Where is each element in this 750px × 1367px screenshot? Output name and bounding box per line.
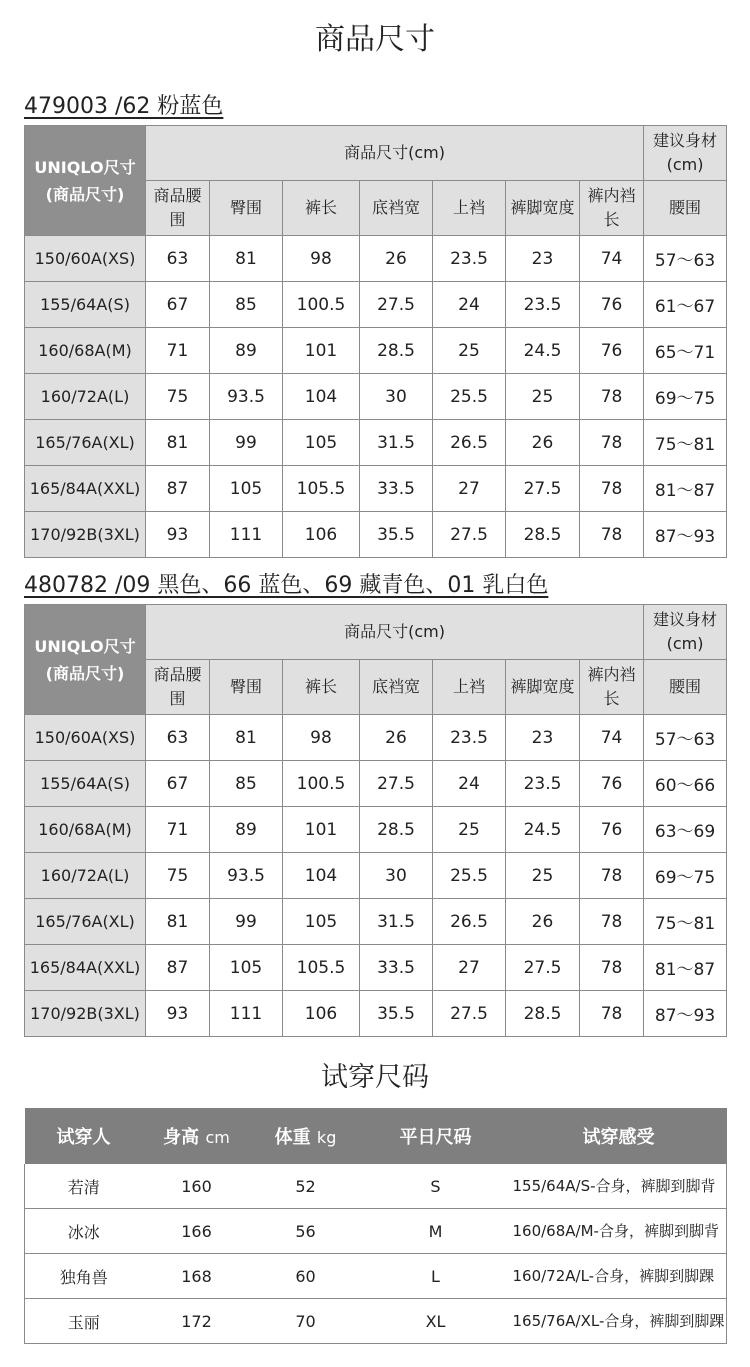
table-cell: 74 (580, 236, 644, 282)
table-cell: 26 (506, 420, 580, 466)
trial-cell: S (361, 1164, 511, 1209)
size-label-cell: 160/72A(L) (25, 374, 146, 420)
table-cell: 105 (283, 420, 360, 466)
table-cell: 28.5 (506, 991, 580, 1037)
table-cell: 87 (146, 466, 210, 512)
table-row (25, 236, 727, 282)
trial-cell: 165/76A/XL-合身，裤脚到脚踝 (511, 1299, 727, 1344)
size-label-cell: 165/84A(XXL) (25, 945, 146, 991)
table-cell: 76 (580, 328, 644, 374)
size-label-cell: 160/68A(M) (25, 807, 146, 853)
table-cell: 60～66 (644, 761, 727, 807)
trial-cell: XL (361, 1299, 511, 1344)
table-cell: 23 (506, 715, 580, 761)
table-cell: 69～75 (644, 374, 727, 420)
table-cell: 27 (433, 945, 506, 991)
col-header: 裤脚宽度 (506, 660, 580, 715)
table-cell: 78 (580, 945, 644, 991)
trial-title: 试穿尺码 (321, 1062, 429, 1093)
trial-cell: 60 (251, 1254, 361, 1299)
table-cell: 76 (580, 807, 644, 853)
table-cell: 105.5 (283, 945, 360, 991)
col-header: 裤内裆长 (580, 660, 644, 715)
table-cell: 74 (580, 715, 644, 761)
table-cell: 25 (506, 374, 580, 420)
table-cell: 30 (360, 374, 433, 420)
size-label-cell: 165/76A(XL) (25, 420, 146, 466)
trial-cell: 160/68A/M-合身，裤脚到脚背 (511, 1209, 727, 1254)
table-cell: 27 (433, 466, 506, 512)
col-header: 臀围 (210, 660, 283, 715)
col-header: 裤内裆长 (580, 181, 644, 236)
size-label-cell: 170/92B(3XL) (25, 991, 146, 1037)
col-header: 裤长 (283, 181, 360, 236)
table-row (25, 853, 727, 899)
table-cell: 28.5 (360, 807, 433, 853)
table-cell: 105 (210, 945, 283, 991)
table-cell: 106 (283, 991, 360, 1037)
table-cell: 100.5 (283, 282, 360, 328)
table-cell: 101 (283, 328, 360, 374)
table-cell: 81～87 (644, 945, 727, 991)
table-row (25, 420, 727, 466)
trial-cell: M (361, 1209, 511, 1254)
trial-cell: 若清 (25, 1164, 143, 1209)
table-cell: 61～67 (644, 282, 727, 328)
trial-cell: 冰冰 (25, 1209, 143, 1254)
table-cell: 23 (506, 236, 580, 282)
table-row (25, 466, 727, 512)
body-size-group-header: 建议身材(cm) (644, 605, 727, 660)
table-cell: 75 (146, 374, 210, 420)
table-cell: 67 (146, 282, 210, 328)
table-cell: 65～71 (644, 328, 727, 374)
table-row (25, 761, 727, 807)
trial-header-weight: 体重 kg (251, 1108, 361, 1164)
table-cell: 111 (210, 512, 283, 558)
trial-row (25, 1299, 727, 1344)
table-cell: 24 (433, 761, 506, 807)
table-cell: 104 (283, 853, 360, 899)
table-cell: 24 (433, 282, 506, 328)
table-cell: 27.5 (433, 991, 506, 1037)
table-cell: 93 (146, 991, 210, 1037)
size-table-479003 (24, 125, 727, 558)
table-row (25, 991, 727, 1037)
brand-size-header: UNIQLO尺寸 (商品尺寸) (25, 605, 146, 715)
trial-cell: 155/64A/S-合身，裤脚到脚背 (511, 1164, 727, 1209)
trial-cell: 56 (251, 1209, 361, 1254)
table-cell: 78 (580, 899, 644, 945)
section-title-479003: 479003 /62 粉蓝色 (24, 94, 224, 119)
table-cell: 25.5 (433, 374, 506, 420)
table-cell: 78 (580, 374, 644, 420)
table-cell: 26.5 (433, 420, 506, 466)
size-label-cell: 165/84A(XXL) (25, 466, 146, 512)
table-cell: 25 (433, 328, 506, 374)
size-label-cell: 150/60A(XS) (25, 715, 146, 761)
trial-header-height: 身高 cm (143, 1108, 251, 1164)
table-cell: 25 (506, 853, 580, 899)
table-cell: 31.5 (360, 420, 433, 466)
trial-header-person: 试穿人 (25, 1108, 143, 1164)
table-cell: 57～63 (644, 236, 727, 282)
table-cell: 93.5 (210, 853, 283, 899)
size-label-cell: 150/60A(XS) (25, 236, 146, 282)
table-cell: 89 (210, 328, 283, 374)
trial-cell: 独角兽 (25, 1254, 143, 1299)
table-cell: 76 (580, 282, 644, 328)
table-cell: 24.5 (506, 807, 580, 853)
table-cell: 28.5 (360, 328, 433, 374)
table-cell: 26 (360, 715, 433, 761)
size-label-cell: 165/76A(XL) (25, 899, 146, 945)
table-cell: 111 (210, 991, 283, 1037)
table-cell: 75 (146, 853, 210, 899)
table-cell: 24.5 (506, 328, 580, 374)
trial-cell: 160 (143, 1164, 251, 1209)
table-cell: 33.5 (360, 466, 433, 512)
table-cell: 25.5 (433, 853, 506, 899)
brand-size-header: UNIQLO尺寸 (商品尺寸) (25, 126, 146, 236)
table-cell: 105 (210, 466, 283, 512)
table-cell: 31.5 (360, 899, 433, 945)
size-label-cell: 155/64A(S) (25, 761, 146, 807)
table-cell: 104 (283, 374, 360, 420)
table-cell: 93.5 (210, 374, 283, 420)
trial-cell: L (361, 1254, 511, 1299)
table-row (25, 807, 727, 853)
table-cell: 98 (283, 236, 360, 282)
table-cell: 27.5 (360, 761, 433, 807)
table-cell: 78 (580, 466, 644, 512)
col-header: 上裆 (433, 181, 506, 236)
table-cell: 26 (506, 899, 580, 945)
table-cell: 71 (146, 807, 210, 853)
col-header: 商品腰围 (146, 181, 210, 236)
trial-cell: 166 (143, 1209, 251, 1254)
trial-cell: 160/72A/L-合身，裤脚到脚踝 (511, 1254, 727, 1299)
table-cell: 27.5 (506, 945, 580, 991)
trial-row (25, 1209, 727, 1254)
table-cell: 81 (146, 899, 210, 945)
table-cell: 99 (210, 420, 283, 466)
trial-cell: 70 (251, 1299, 361, 1344)
table-cell: 75～81 (644, 899, 727, 945)
table-cell: 63～69 (644, 807, 727, 853)
size-label-cell: 155/64A(S) (25, 282, 146, 328)
table-cell: 105 (283, 899, 360, 945)
table-cell: 76 (580, 761, 644, 807)
trial-cell: 52 (251, 1164, 361, 1209)
table-cell: 78 (580, 420, 644, 466)
table-cell: 78 (580, 991, 644, 1037)
table-cell: 105.5 (283, 466, 360, 512)
table-cell: 106 (283, 512, 360, 558)
table-cell: 63 (146, 236, 210, 282)
col-header: 裤长 (283, 660, 360, 715)
product-size-group-header: 商品尺寸(cm) (146, 605, 644, 660)
table-row (25, 282, 727, 328)
trial-cell: 168 (143, 1254, 251, 1299)
table-cell: 87～93 (644, 991, 727, 1037)
col-header: 裤脚宽度 (506, 181, 580, 236)
table-row (25, 715, 727, 761)
size-label-cell: 160/72A(L) (25, 853, 146, 899)
col-header: 底裆宽 (360, 181, 433, 236)
table-cell: 98 (283, 715, 360, 761)
col-header: 臀围 (210, 181, 283, 236)
table-cell: 27.5 (360, 282, 433, 328)
col-header: 腰围 (644, 181, 727, 236)
table-row (25, 945, 727, 991)
table-cell: 63 (146, 715, 210, 761)
col-header: 底裆宽 (360, 660, 433, 715)
trial-cell: 玉丽 (25, 1299, 143, 1344)
size-table-480782 (24, 604, 727, 1037)
trial-header-feedback: 试穿感受 (511, 1108, 727, 1164)
table-cell: 67 (146, 761, 210, 807)
body-size-group-header: 建议身材(cm) (644, 126, 727, 181)
table-cell: 28.5 (506, 512, 580, 558)
size-label-cell: 170/92B(3XL) (25, 512, 146, 558)
table-cell: 69～75 (644, 853, 727, 899)
table-cell: 78 (580, 512, 644, 558)
table-cell: 26 (360, 236, 433, 282)
col-header: 上裆 (433, 660, 506, 715)
table-cell: 23.5 (506, 282, 580, 328)
trial-row (25, 1254, 727, 1299)
table-cell: 25 (433, 807, 506, 853)
table-row (25, 899, 727, 945)
table-cell: 33.5 (360, 945, 433, 991)
table-cell: 35.5 (360, 512, 433, 558)
table-cell: 81～87 (644, 466, 727, 512)
trial-table (24, 1108, 727, 1344)
table-cell: 87～93 (644, 512, 727, 558)
table-cell: 35.5 (360, 991, 433, 1037)
page-title: 商品尺寸 (315, 22, 435, 57)
table-cell: 101 (283, 807, 360, 853)
table-cell: 85 (210, 761, 283, 807)
trial-cell: 172 (143, 1299, 251, 1344)
table-cell: 23.5 (506, 761, 580, 807)
table-cell: 75～81 (644, 420, 727, 466)
table-cell: 93 (146, 512, 210, 558)
col-header: 商品腰围 (146, 660, 210, 715)
section-title-480782: 480782 /09 黑色、66 蓝色、69 藏青色、01 乳白色 (24, 573, 549, 598)
trial-row (25, 1164, 727, 1209)
table-cell: 85 (210, 282, 283, 328)
col-header: 腰围 (644, 660, 727, 715)
table-row (25, 374, 727, 420)
table-cell: 27.5 (433, 512, 506, 558)
table-cell: 78 (580, 853, 644, 899)
table-cell: 27.5 (506, 466, 580, 512)
table-cell: 26.5 (433, 899, 506, 945)
table-cell: 87 (146, 945, 210, 991)
table-cell: 23.5 (433, 715, 506, 761)
trial-header-usual-size: 平日尺码 (361, 1108, 511, 1164)
table-cell: 100.5 (283, 761, 360, 807)
table-cell: 81 (210, 715, 283, 761)
table-cell: 57～63 (644, 715, 727, 761)
table-row (25, 512, 727, 558)
table-cell: 71 (146, 328, 210, 374)
table-cell: 81 (210, 236, 283, 282)
table-cell: 30 (360, 853, 433, 899)
table-cell: 23.5 (433, 236, 506, 282)
table-cell: 81 (146, 420, 210, 466)
table-cell: 89 (210, 807, 283, 853)
size-label-cell: 160/68A(M) (25, 328, 146, 374)
table-row (25, 328, 727, 374)
table-cell: 99 (210, 899, 283, 945)
product-size-group-header: 商品尺寸(cm) (146, 126, 644, 181)
